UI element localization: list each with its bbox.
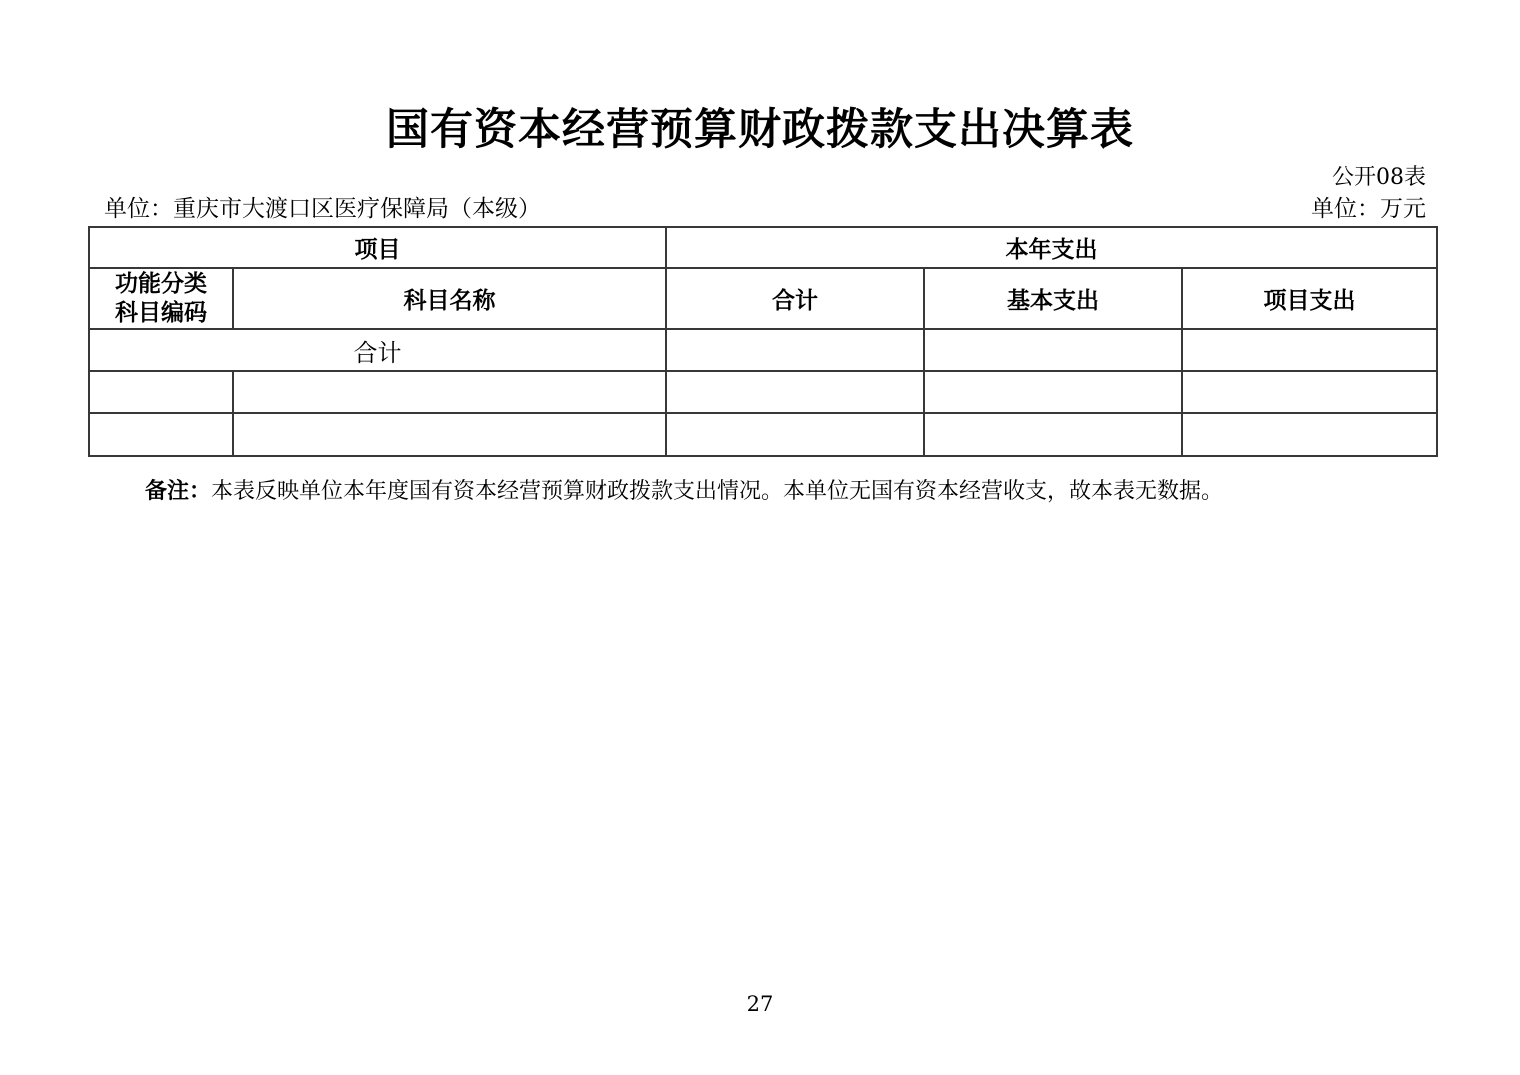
cell-basic: [924, 371, 1182, 413]
header-current-year-expenditure-group: 本年支出: [666, 227, 1437, 268]
cell-project: [1182, 413, 1437, 456]
remark-label: 备注：: [145, 478, 212, 504]
table-total-row: [89, 329, 1437, 371]
page-title: 国有资本经营预算财政拨款支出决算表: [386, 105, 1134, 155]
table-header-group-row: [89, 227, 1437, 268]
cell-total-sum: [666, 329, 924, 371]
currency-unit: 单位：万元: [1311, 196, 1426, 222]
cell-total-label: 合计: [89, 329, 666, 371]
unit-info-row: [104, 190, 1426, 223]
header-project-group: 项目: [89, 227, 666, 268]
cell-total-basic: [924, 329, 1182, 371]
header-function-code: [89, 268, 233, 329]
header-total: 合计: [666, 268, 924, 329]
cell-code: [89, 371, 233, 413]
remark-line: [145, 475, 1435, 508]
table-empty-row: [89, 371, 1437, 413]
public-table-number: 公开08表: [1332, 165, 1426, 190]
cell-code: [89, 413, 233, 456]
cell-name: [233, 371, 666, 413]
header-project-expenditure: 项目支出: [1182, 268, 1437, 329]
header-basic-expenditure: 基本支出: [924, 268, 1182, 329]
cell-sum: [666, 413, 924, 456]
cell-basic: [924, 413, 1182, 456]
cell-sum: [666, 371, 924, 413]
header-function-code-line2: 科目编码: [115, 299, 207, 326]
header-function-code-line1: 功能分类: [115, 270, 207, 297]
expenditure-table: [88, 226, 1438, 457]
cell-total-project: [1182, 329, 1437, 371]
reporting-unit-name: 单位：重庆市大渡口区医疗保障局（本级）: [104, 196, 541, 222]
table-empty-row: [89, 413, 1437, 456]
table-header-row: [89, 268, 1437, 329]
page-number: 27: [746, 992, 774, 1016]
cell-name: [233, 413, 666, 456]
header-subject-name: 科目名称: [233, 268, 666, 329]
cell-project: [1182, 371, 1437, 413]
remark-text: 本表反映单位本年度国有资本经营预算财政拨款支出情况。本单位无国有资本经营收支，故本表无数据。: [211, 479, 1224, 504]
